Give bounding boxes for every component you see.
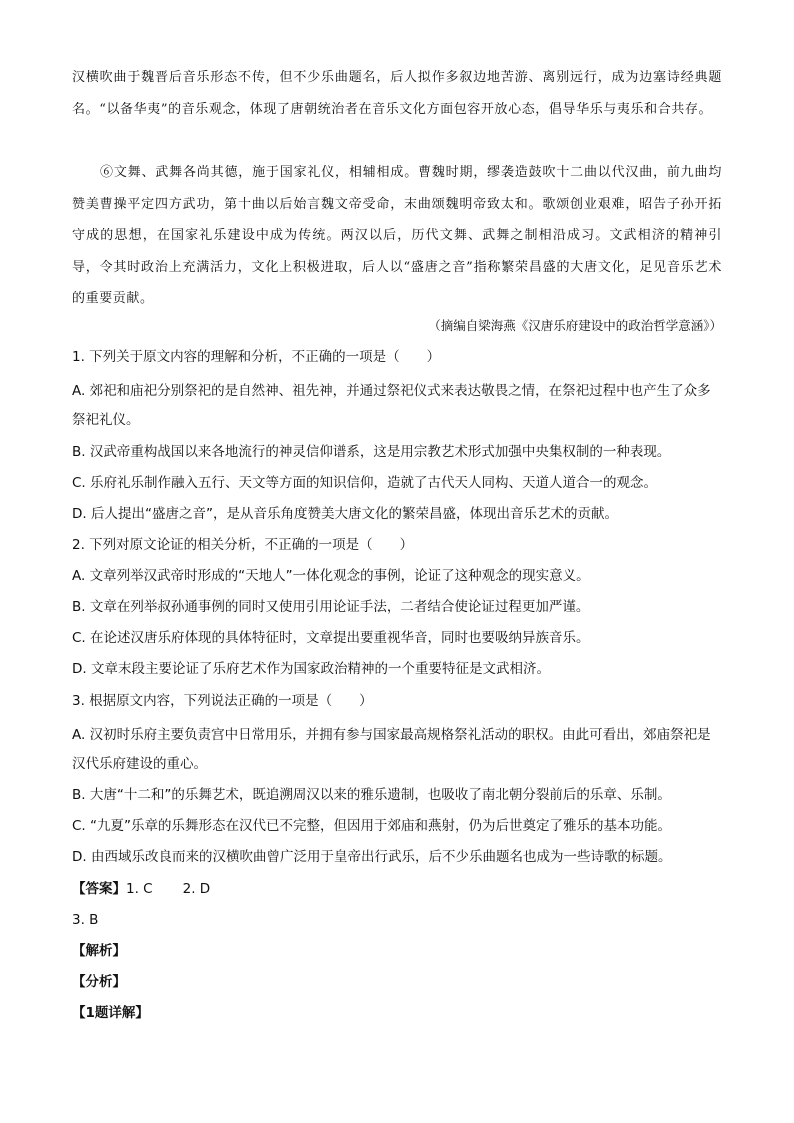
question-2-option-c: C. 在论述汉唐乐府体现的具体特征时，文章提出要重视华音，同时也要吸纳异族音乐。 [72,630,590,646]
fenxi-label: 【分析】 [72,974,126,990]
answer-3: 3. B [72,912,99,928]
question-1-option-a: A. 郊祀和庙祀分别祭祀的是自然神、祖先神，并通过祭祀仪式来表达敬畏之情，在祭祀过程中也产生了众多祭祀礼仪。 [72,383,711,428]
question-3-option-d: D. 由西域乐改良而来的汉横吹曲曾广泛用于皇帝出行武乐，后不少乐曲题名也成为一些诗歌的标题。 [72,849,672,865]
passage-paragraph-1 [72,62,722,125]
passage-text-1: 汉横吹曲于魏晋后音乐形态不传，但不少乐曲题名，后人拟作多叙边地苦游、离别远行，成为边塞诗经典题名。“以备华夷”的音乐观念，体现了唐朝统治者在音乐文化方面包容开放心态，倡导华乐与夷乐和合共存。 [72,70,722,117]
question-3-option-c: C. “九夏”乐章的乐舞形态在汉代已不完整，但因用于郊庙和燕射，仍为后世奠定了雅乐的基本功能。 [72,818,671,834]
detail-label: 【1题详解】 [72,1005,149,1021]
question-3-option-a: A. 汉初时乐府主要负责宫中日常用乐，并拥有参与国家最高规格祭礼活动的职权。由此可看出，郊庙祭祀是汉代乐府建设的重心。 [72,727,711,772]
question-1-option-d: D. 后人提出“盛唐之音”，是从音乐角度赞美大唐文化的繁荣昌盛，体现出音乐艺术的贡献。 [72,506,618,522]
question-2-option-d: D. 文章末段主要论证了乐府艺术作为国家政治精神的一个重要特征是文武相济。 [72,661,550,677]
question-1-stem: 1. 下列关于原文内容的理解和分析，不正确的一项是（ ） [72,349,441,365]
analysis-label: 【解析】 [72,943,126,959]
question-3-option-b: B. 大唐“十二和”的乐舞艺术，既追溯周汉以来的雅乐遗制，也吸收了南北朝分裂前后的乐章、乐制。 [72,787,671,803]
answer-1: 1. C [126,881,153,897]
passage-paragraph-2 [72,157,722,315]
source-citation: （摘编自梁海燕《汉唐乐府建设中的政治哲学意涵》） [428,318,722,333]
answer-2: 2. D [182,881,211,897]
passage-text-2: ⑥文舞、武舞各尚其德，施于国家礼仪，相辅相成。曹魏时期，缪袭造鼓吹十二曲以代汉曲，前九曲均赞美曹操平定四方武功，第十曲以后始言魏文帝受命，末曲颂魏明帝致太和。歌颂创业艰难，昭告子孙开拓守成的思想，在国家礼乐建设中成为传统。两汉以后，历代文舞、武舞之制相沿成习。文武相济的精神引导，令其时政治上充满活力，文化上积极进取，后人以“盛唐之音”指称繁荣昌盛的大唐文化，足见音乐艺术的重要贡献。 [72,165,722,306]
question-1-option-b: B. 汉武帝重构战国以来各地流行的神灵信仰谱系，这是用宗教艺术形式加强中央集权制的一种表现。 [72,444,671,460]
question-1-option-c: C. 乐府礼乐制作融入五行、天文等方面的知识信仰，造就了古代天人同构、天道人道合一的观念。 [72,475,658,491]
question-2-option-b: B. 文章在列举叔孙通事例的同时又使用引用论证手法，二者结合使论证过程更加严谨。 [72,599,590,615]
question-2-stem: 2. 下列对原文论证的相关分析，不正确的一项是（ ） [72,537,414,553]
answer-line [72,878,210,900]
question-2-option-a: A. 文章列举汉武帝时形成的“天地人”一体化观念的事例，论证了这种观念的现实意义。 [72,568,590,584]
question-3-stem: 3. 根据原文内容，下列说法正确的一项是（ ） [72,693,373,709]
answer-label: 【答案】 [72,881,126,897]
